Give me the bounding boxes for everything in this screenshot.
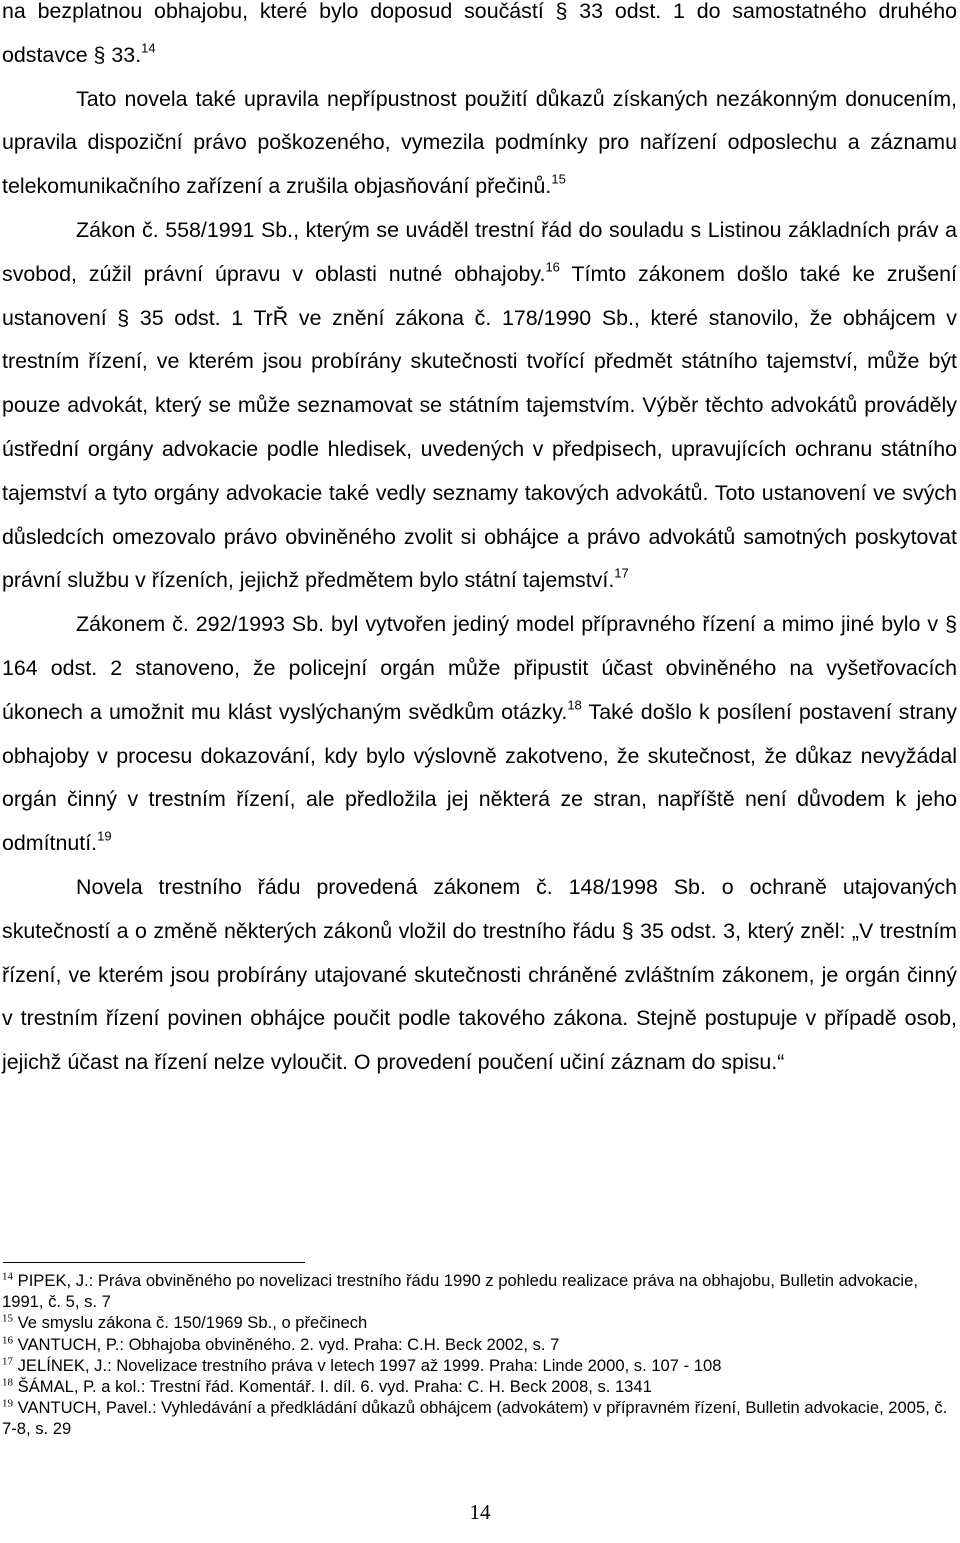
- footnote-ref-16: 16: [545, 259, 560, 275]
- paragraph-3: Zákon č. 558/1991 Sb., kterým se uváděl trestní řád do souladu s Listinou základních práv a svobod, zúžil právní úpravu v oblasti nutné obhajoby.$^{16}$ Tímto zákonem došlo také ke zrušení ustanovení § 35 odst. 1 TrŘ ve znění zákona č. 178/1990 Sb., které stanovilo, že obhájcem v trestním řízení, ve kterém jsou probírány skutečnosti tvořící předmět státního tajemství, může být pouze advokát, který se může seznamovat se státním tajemstvím. Výběr těchto advokátů prováděly ústřední orgány advokacie podle hledisek, uvedených v předpisech, upravujících ochranu státního tajemství a tyto orgány advokacie také vedly seznamy takových advokátů. Toto ustanovení ve svých důsledcích omezovalo právo obviněného zvolit si obhájce a právo advokátů samotných poskytovat právní službu v řízeních, jejichž předmětem bylo státní tajemství.$^{17}$: [2, 217, 957, 593]
- footnote-17: $^{17}$ JELÍNEK, J.: Novelizace trestního práva v letech 1997 až 1999. Praha: Linde 2000, s. 107 - 108: [2, 1355, 722, 1375]
- body-text: [2, 0, 957, 1085]
- paragraph-1: na bezplatnou obhajobu, které bylo doposud součástí § 33 odst. 1 do samostatného druhého odstavce § 33.14: [2, 0, 957, 67]
- paragraph-2: Tato novela také upravila nepřípustnost použití důkazů získaných nezákonným donucením, upravila dispoziční právo poškozeného, vymezila podmínky pro nařízení odposlechu a záznamu telekomunikačního zařízení a zrušila objasňování přečinů.$^{15}$: [2, 86, 957, 199]
- paragraph-4: Zákonem č. 292/1993 Sb. byl vytvořen jediný model přípravného řízení a mimo jiné bylo v § 164 odst. 2 stanoveno, že policejní orgán může připustit účast obviněného na vyšetřovacích úkonech a umožnit mu klást vyslýchaným svědkům otázky.$^{18}$ Také došlo k posílení postavení strany obhajoby v procesu dokazování, kdy bylo výslovně zakotveno, že skutečnost, že důkaz nevyžádal orgán činný v trestním řízení, ale předložila jej některá ze stran, napříště není důvodem k jeho odmítnutí.$^{19}$: [2, 612, 957, 856]
- footnote-ref-15: 15: [551, 171, 566, 187]
- footnotes: [2, 1270, 957, 1440]
- paragraph-5: Novela trestního řádu provedená zákonem č. 148/1998 Sb. o ochraně utajovaných skutečností a o změně některých zákonů vložil do trestního řádu § 35 odst. 3, který zněl: „V trestním řízení, ve kterém jsou probírány utajované skutečnosti chráněné zvláštním zákonem, je orgán činný v trestním řízení povinen obhájce poučit podle takového zákona. Stejně postupuje v případě osob, jejichž účast na řízení nelze vyloučit. O provedení poučení učiní záznam do spisu.“: [2, 874, 957, 1075]
- footnote-ref-18: 18: [567, 697, 582, 712]
- footnote-14: $^{14}$ PIPEK, J.: Práva obviněného po novelizaci trestního řádu 1990 z pohledu realizace práva na obhajobu, Bulletin advokacie, 1991, č. 5, s. 7: [2, 1270, 918, 1312]
- page-number: 14: [469, 1500, 491, 1524]
- footnote-15: $^{15}$ Ve smyslu zákona č. 150/1969 Sb., o přečinech: [2, 1312, 368, 1333]
- footnote-16: $^{16}$ VANTUCH, P.: Obhajoba obviněného. 2. vyd. Praha: C.H. Beck 2002, s. 7: [2, 1334, 560, 1354]
- footnote-ref-17: 17: [614, 565, 629, 581]
- footnote-18: $^{18}$ ŠÁMAL, P. a kol.: Trestní řád. Komentář. I. díl. 6. vyd. Praha: C. H. Beck 2008, s. 1341: [2, 1376, 652, 1397]
- footnote-19: $^{19}$ VANTUCH, Pavel.: Vyhledávání a předkládání důkazů obhájcem (advokátem) v přípravném řízení, Bulletin advokacie, 2005, č. 7-8, s. 29: [2, 1397, 948, 1439]
- footnote-ref-14: 14: [141, 40, 156, 56]
- footnote-ref-19: 19: [97, 828, 112, 844]
- footnote-separator: [3, 1262, 305, 1263]
